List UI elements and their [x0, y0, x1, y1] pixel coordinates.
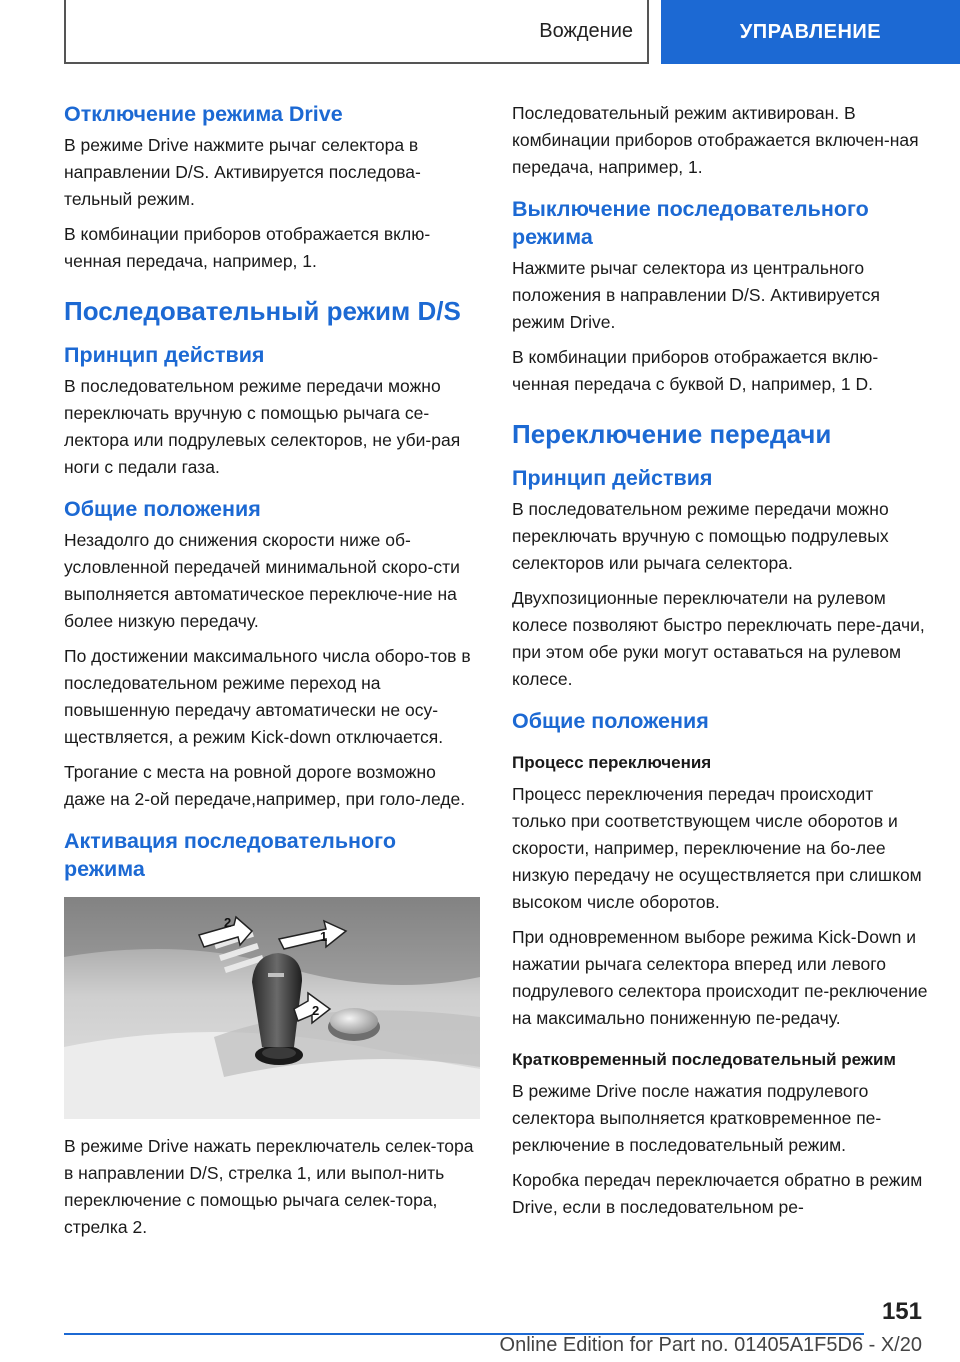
heading-general: Общие положения	[512, 709, 709, 733]
paragraph: В последовательном режиме передачи можно переключать вручную с помощью подрулевых селекторов или рычага селектора.	[512, 499, 889, 573]
heading-sequential-mode: Последовательный режим D/S	[64, 296, 461, 326]
paragraph: Процесс переключения передач происходит только при соответствующем числе оборотов и скорости, например, переключение на бо-лее низкую передачу не осуществляется при слишком высоком числе оборотов.	[512, 784, 922, 912]
paragraph: Трогание с места на ровной дороге возможно даже на 2-ой передаче,например, при голо-леде.	[64, 762, 466, 809]
header-chapter-tab	[661, 0, 960, 64]
heading-drive-off: Отключение режима Drive	[64, 102, 343, 126]
right-column	[512, 100, 928, 1229]
heading-gear-change: Переключение передачи	[512, 419, 832, 449]
paragraph: В последовательном режиме передачи можно переключать вручную с помощью рычага се-лектора или подрулевых селекторов, не уби-рая ноги с педали газа.	[64, 376, 461, 477]
heading-principle: Принцип действия	[64, 343, 265, 367]
paragraph: По достижении максимального числа оборо-тов в последовательном режиме переход на повышенную передачу автоматически не осу-ществляется, а режим Kick-down отключается.	[64, 646, 471, 747]
paragraph: Незадолго до снижения скорости ниже об-условленной передачей минимальной скоро-сти выполняется автоматическое переключе-ние на более низкую передачу.	[64, 530, 460, 631]
arrow-1-label: 1	[320, 929, 328, 944]
page-number: 151	[881, 1298, 922, 1325]
header-section-label: Вождение	[539, 19, 633, 42]
heading-general: Общие положения	[64, 497, 261, 521]
paragraph: Коробка передач переключается обратно в режим Drive, если в последовательном ре-	[512, 1170, 923, 1217]
heading-principle: Принцип действия	[512, 466, 713, 490]
heading-seq-off: Выключение последовательного режима	[512, 197, 869, 249]
paragraph: Последовательный режим активирован. В комбинации приборов отображается включен-ная передача, например, 1.	[512, 103, 919, 177]
footer-edition: Online Edition for Part no. 01405A1F5D6 - X/20	[499, 1334, 922, 1356]
paragraph: В режиме Drive после нажатия подрулевого селектора выполняется кратковременное пе-реключение в последовательный режим.	[512, 1081, 882, 1155]
paragraph: Нажмите рычаг селектора из центрального положения в направлении D/S. Активируется режим Drive.	[512, 258, 880, 332]
gear-selector-illustration	[64, 897, 480, 1119]
paragraph: Двухпозиционные переключатели на рулевом колесе позволяют быстро переключать пере-дачи, при этом обе руки могут оставаться на рулевом колесе.	[512, 588, 925, 689]
arrow-2-top-label: 2	[224, 915, 232, 930]
paragraph: В режиме Drive нажать переключатель селек-тора в направлении D/S, стрелка 1, или выпол-нить переключение с помощью рычага селек-тора, стрелка 2.	[64, 1136, 474, 1237]
paragraph: В режиме Drive нажмите рычаг селектора в направлении D/S. Активируется последова-тельный режим.	[64, 135, 421, 209]
header-chapter-label: УПРАВЛЕНИЕ	[739, 20, 882, 43]
heading-temporary-sequential: Кратковременный последовательный режим	[512, 1050, 896, 1069]
arrow-2-bottom-label: 2	[312, 1003, 320, 1018]
heading-activate: Активация последовательного режима	[64, 829, 396, 881]
header-section-tab	[64, 0, 649, 64]
heading-shift-process: Процесс переключения	[512, 753, 712, 772]
gear-selector-drawing	[64, 897, 480, 1119]
left-column	[64, 100, 480, 1249]
paragraph: В комбинации приборов отображается вклю-ченная передача, например, 1.	[64, 224, 431, 271]
paragraph: В комбинации приборов отображается вклю-ченная передача с буквой D, например, 1 D.	[512, 347, 879, 394]
paragraph: При одновременном выборе режима Kick-Down и нажатии рычага селектора вперед или левого подрулевого селектора происходит пе-реключение на максимально пониженную пе-редачу.	[512, 927, 928, 1028]
